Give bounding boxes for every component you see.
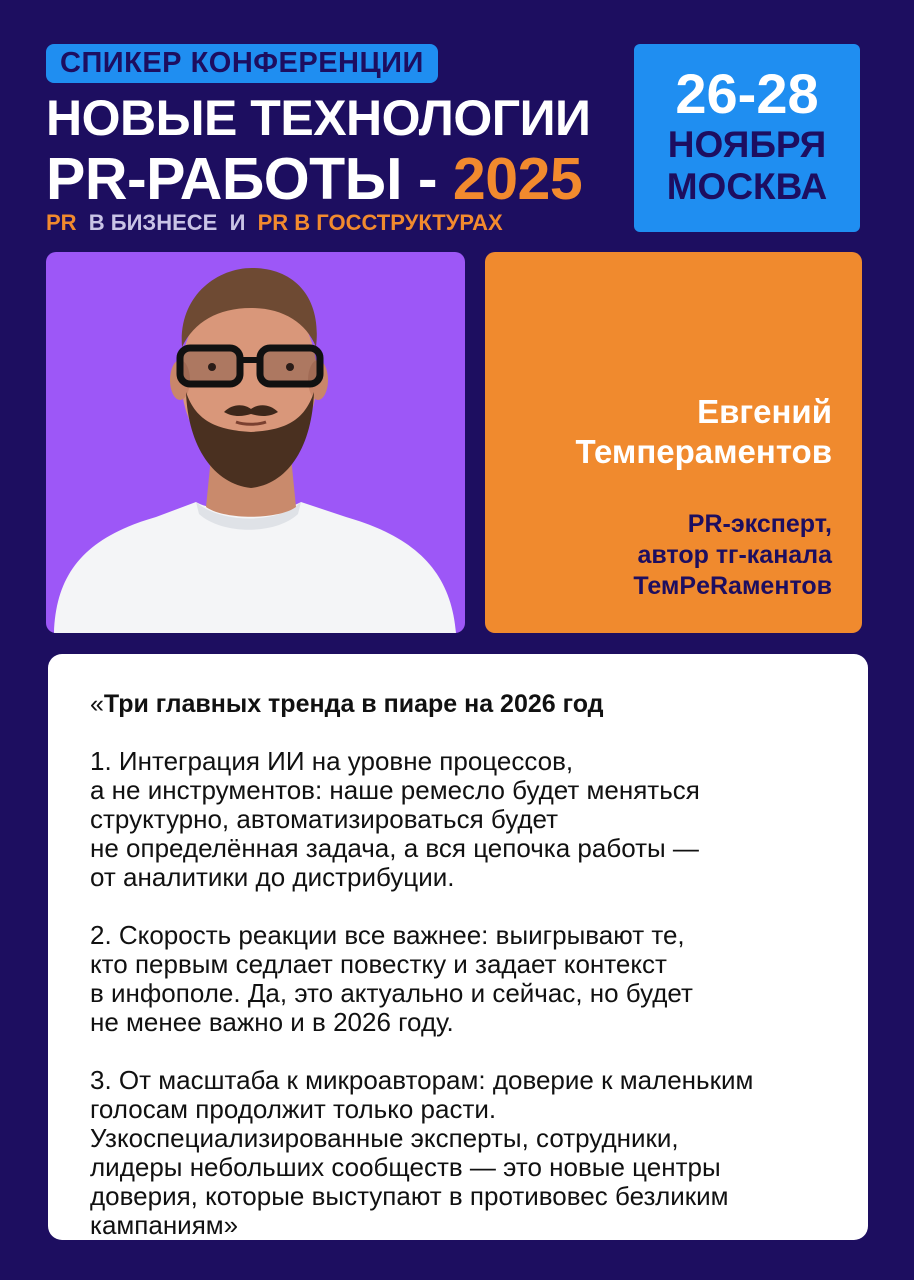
quote-line: структурно, автоматизироваться будет (90, 804, 559, 834)
quote-line: голосам продолжит только расти. (90, 1094, 497, 1124)
quote-line: Узкоспециализированные эксперты, сотрудники, (90, 1123, 679, 1153)
conference-subtitle (46, 209, 503, 237)
quote-line: лидеры небольших сообществ — это новые центры (90, 1152, 721, 1182)
quote-line: не определённая задача, а вся цепочка работы — (90, 833, 699, 863)
conference-title-line1: НОВЫЕ ТЕХНОЛОГИИ (46, 90, 591, 146)
title-text: PR-РАБОТЫ - (46, 146, 453, 212)
conference-year: 2025 (452, 146, 583, 212)
quote-title-text: Три главных тренда в пиаре на 2026 год (103, 690, 604, 718)
quote-line: не менее важно и в 2026 году. (90, 1007, 454, 1037)
date-range: 26-28 (675, 62, 819, 125)
quote-line: в инфополе. Да, это актуально и сейчас, но будет (90, 978, 693, 1008)
speaker-tag: СПИКЕР КОНФЕРЕНЦИИ (46, 44, 438, 83)
quote-line: доверия, которые выступают в противовес безликим (90, 1181, 729, 1211)
quote-paragraph-2 (90, 921, 850, 1037)
subtitle-part-4: PR В ГОССТРУКТУРАХ (257, 210, 503, 235)
quote-open-mark: « (90, 690, 104, 718)
speaker-channel-name: ТемPeRаментов (633, 572, 832, 600)
speaker-first-name: Евгений (697, 393, 832, 430)
quote-title (90, 690, 850, 718)
speaker-role-line: автор тг-канала (637, 541, 832, 569)
quote-line: 3. От масштаба к микроавторам: доверие к маленьким (90, 1065, 754, 1095)
speaker-portrait-image (46, 252, 465, 633)
quote-line: 2. Скорость реакции все важнее: выигрывают те, (90, 920, 685, 950)
speaker-last-name: Темпераментов (575, 433, 832, 470)
date-month: НОЯБРЯ (667, 124, 827, 165)
quote-line: а не инструментов: наше ремесло будет меняться (90, 775, 700, 805)
speaker-name (575, 392, 832, 472)
date-city: МОСКВА (666, 166, 828, 207)
subtitle-part-1: PR (46, 210, 77, 235)
quote-line: кампаниям» (90, 1210, 239, 1240)
quote-line: 1. Интеграция ИИ на уровне процессов, (90, 746, 574, 776)
speaker-role (633, 509, 832, 602)
quote-paragraph-3 (90, 1066, 850, 1240)
subtitle-part-3: И (229, 210, 246, 235)
speaker-role-line: PR-эксперт, (687, 510, 832, 538)
quote-line: кто первым седлает повестку и задает контекст (90, 949, 667, 979)
quote-paragraph-1 (90, 747, 850, 892)
conference-title-line2 (46, 146, 582, 212)
quote-card (48, 654, 868, 1240)
subtitle-part-2: В БИЗНЕСЕ (88, 210, 218, 235)
speaker-card (485, 252, 862, 633)
quote-line: от аналитики до дистрибуции. (90, 862, 455, 892)
speaker-photo (46, 252, 465, 633)
date-box (634, 44, 860, 232)
quote-body (90, 690, 850, 1240)
